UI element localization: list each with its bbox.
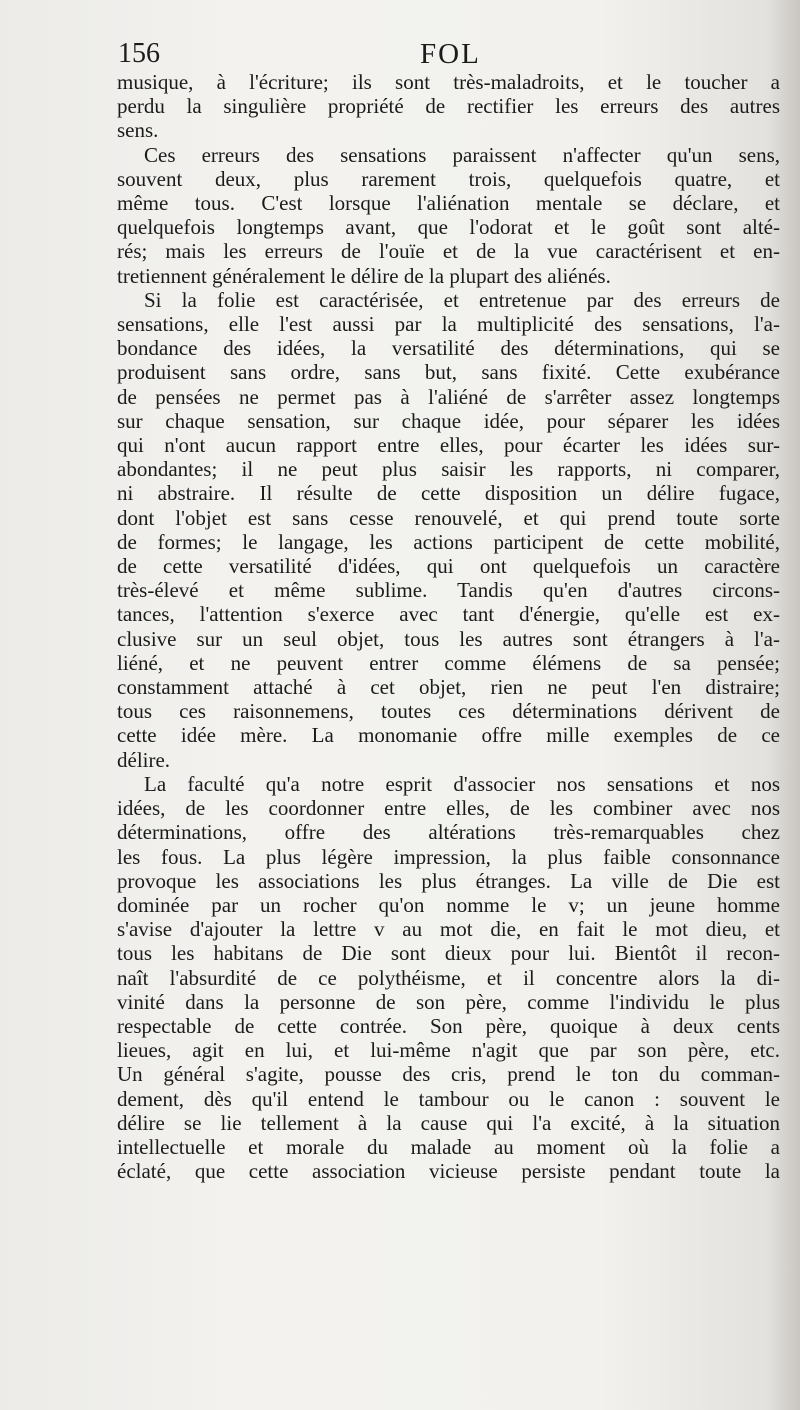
text-line: s'avise d'ajouter la lettre v au mot die, en fait le mot dieu, et: [117, 917, 780, 942]
text-line: Un général s'agite, pousse des cris, prend le ton du comman-: [117, 1062, 780, 1087]
text-line: clusive sur un seul objet, tous les autres sont étrangers à l'a-: [117, 626, 780, 651]
text-line: dont l'objet est sans cesse renouvelé, et qui prend toute sorte: [117, 505, 780, 530]
text-line: perdu la singulière propriété de rectifier les erreurs des autres: [117, 94, 780, 119]
running-head: FOL: [420, 38, 481, 70]
text-line: respectable de cette contrée. Son père, quoique à deux cents: [117, 1013, 780, 1038]
text-line: souvent deux, plus rarement trois, quelquefois quatre, et: [117, 166, 780, 191]
text-line: ni abstraire. Il résulte de cette disposition un délire fugace,: [117, 481, 780, 506]
text-line: qui n'ont aucun rapport entre elles, pour écarter les idées sur-: [117, 433, 780, 458]
text-line: délire se lie tellement à la cause qui l'a excité, à la situation: [117, 1110, 780, 1135]
text-line: rés; mais les erreurs de l'ouïe et de la vue caractérisent et en-: [117, 239, 780, 264]
text-line: très-élevé et même sublime. Tandis qu'en d'autres circons-: [117, 578, 780, 603]
text-line: liéné, et ne peuvent entrer comme élémens de sa pensée;: [117, 650, 780, 675]
text-line: La faculté qu'a notre esprit d'associer nos sensations et nos: [144, 771, 780, 796]
text-line: provoque les associations les plus étranges. La ville de Die est: [117, 868, 780, 893]
text-line: de pensées ne permet pas à l'aliéné de s'arrêter assez longtemps: [117, 384, 780, 409]
text-line: tous ces raisonnemens, toutes ces déterminations dérivent de: [117, 699, 780, 724]
text-line: naît l'absurdité de ce polythéisme, et il concentre alors la di-: [117, 965, 780, 990]
text-line: bondance des idées, la versatilité des déterminations, qui se: [117, 336, 780, 361]
text-line: Ces erreurs des sensations paraissent n'affecter qu'un sens,: [144, 142, 780, 167]
text-line: tous les habitans de Die sont dieux pour lui. Bientôt il recon-: [117, 941, 780, 966]
text-line: abondantes; il ne peut plus saisir les rapports, ni comparer,: [117, 457, 780, 482]
text-line: cette idée mère. La monomanie offre mille exemples de ce: [117, 723, 780, 748]
text-line: produisent sans ordre, sans but, sans fixité. Cette exubérance: [117, 360, 780, 385]
body-text: [117, 70, 780, 1183]
text-line: les fous. La plus légère impression, la plus faible consonnance: [117, 844, 780, 869]
text-line: déterminations, offre des altérations très-remarquables chez: [117, 820, 780, 845]
text-line: musique, à l'écriture; ils sont très-maladroits, et le toucher a: [117, 70, 780, 94]
text-line: Si la folie est caractérisée, et entretenue par des erreurs de: [144, 287, 780, 312]
text-line: de cette versatilité d'idées, qui ont quelquefois un caractère: [117, 554, 780, 579]
text-line: dominée par un rocher qu'on nomme le v; un jeune homme: [117, 892, 780, 917]
text-line: de formes; le langage, les actions participent de cette mobilité,: [117, 529, 780, 554]
text-line: délire.: [117, 747, 171, 772]
text-line: quelquefois longtemps avant, que l'odorat et le goût sont alté-: [117, 215, 780, 240]
text-line: idées, de les coordonner entre elles, de les combiner avec nos: [117, 796, 780, 821]
text-line: tretiennent généralement le délire de la plupart des aliénés.: [117, 263, 611, 288]
text-line: lieues, agit en lui, et lui-même n'agit que par son père, etc.: [117, 1038, 780, 1063]
text-line: sensations, elle l'est aussi par la multiplicité des sensations, l'a-: [117, 312, 780, 337]
text-line: éclaté, que cette association vicieuse persiste pendant toute la: [117, 1159, 780, 1184]
page-number: 156: [118, 38, 160, 69]
page-header: [118, 36, 770, 72]
text-line: même tous. C'est lorsque l'aliénation mentale se déclare, et: [117, 191, 780, 216]
text-line: constamment attaché à cet objet, rien ne peut l'en distraire;: [117, 675, 780, 700]
text-line: tances, l'attention s'exerce avec tant d'énergie, qu'elle est ex-: [117, 602, 780, 627]
text-line: vinité dans la personne de son père, comme l'individu le plus: [117, 989, 780, 1014]
text-line: dement, dès qu'il entend le tambour ou le canon : souvent le: [117, 1086, 780, 1111]
text-line: intellectuelle et morale du malade au moment où la folie a: [117, 1134, 780, 1159]
text-line: sur chaque sensation, sur chaque idée, pour séparer les idées: [117, 408, 780, 433]
text-line: sens.: [117, 118, 159, 143]
